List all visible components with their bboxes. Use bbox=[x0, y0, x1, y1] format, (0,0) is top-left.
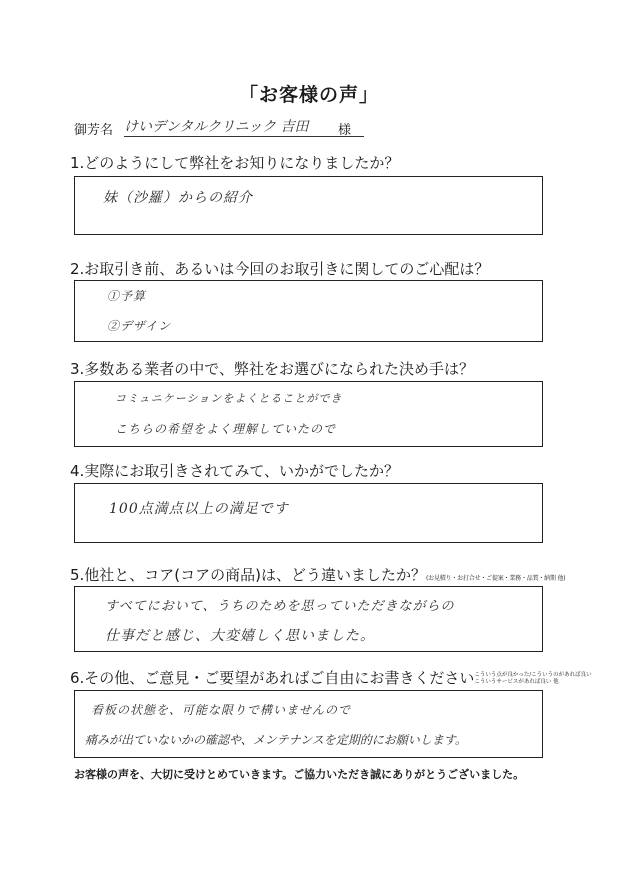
answer-box-3 bbox=[74, 381, 543, 447]
question-6-note-1: こういう点が良かった/こういうのがあれば良い bbox=[474, 671, 592, 678]
answer-box-6 bbox=[74, 690, 543, 758]
answer-6-line-1: 看板の状態を、可能な限りで構いませんので bbox=[91, 703, 352, 717]
question-6-label: 6.その他、ご意見・ご要望があればご自由にお書きくださいこういう点が良かった/こういうのがあれば良い こういうサービスがあれば良い 他 bbox=[70, 669, 592, 687]
footer-thanks: お客様の声を、大切に受けとめていきます。ご協力いただき誠にありがとうございました。 bbox=[74, 768, 525, 781]
answer-3-line-1: コミュニケーションをよくとることができ bbox=[115, 392, 343, 405]
customer-name-value: けいデンタルクリニック 吉田 bbox=[124, 116, 364, 137]
customer-name-suffix: 様 bbox=[338, 123, 352, 138]
question-6-note-2: こういうサービスがあれば良い 他 bbox=[474, 678, 559, 685]
answer-4-line-1: 100点満点以上の満足です bbox=[109, 501, 289, 517]
answer-box-5 bbox=[74, 586, 543, 652]
customer-name-row bbox=[74, 116, 374, 140]
answer-5-line-1: すべてにおいて、うちのためを思っていただきながらの bbox=[105, 599, 455, 614]
answer-5-line-2: 仕事だと感じ、大変嬉しく思いました。 bbox=[105, 628, 375, 644]
question-4-label: 4.実際にお取引きされてみて、いかがでしたか？ bbox=[70, 462, 400, 480]
answer-2-line-2: ②デザイン bbox=[107, 319, 172, 333]
answer-1-line-1: 妹（沙羅）からの紹介 bbox=[103, 190, 253, 206]
answer-6-line-2: 痛みが出ていないかの確認や、メンテナンスを定期的にお願いします。 bbox=[85, 733, 467, 747]
answer-box-2 bbox=[74, 280, 543, 342]
question-1-label: 1.どのようにして弊社をお知りになりましたか？ bbox=[70, 154, 400, 172]
answer-3-line-2: こちらの希望をよく理解していたので bbox=[115, 422, 337, 436]
question-2-label: 2.お取引き前、あるいは今回のお取引きに関してのご心配は？ bbox=[70, 260, 490, 278]
question-5-label: 5.他社と、コア(コアの商品)は、どう違いましたか？(お見積り・お打合せ・ご提案・業務・品質・納期 他) bbox=[70, 566, 566, 584]
page-title: 「お客様の声」 bbox=[238, 84, 379, 106]
answer-2-line-1: ①予算 bbox=[107, 289, 147, 303]
customer-name-label: 御芳名 bbox=[74, 123, 114, 138]
question-5-note: (お見積り・お打合せ・ご提案・業務・品質・納期 他) bbox=[426, 575, 566, 582]
question-3-label: 3.多数ある業者の中で、弊社をお選びになられた決め手は？ bbox=[70, 360, 475, 378]
answer-box-4 bbox=[74, 483, 543, 543]
answer-box-1 bbox=[74, 176, 543, 235]
